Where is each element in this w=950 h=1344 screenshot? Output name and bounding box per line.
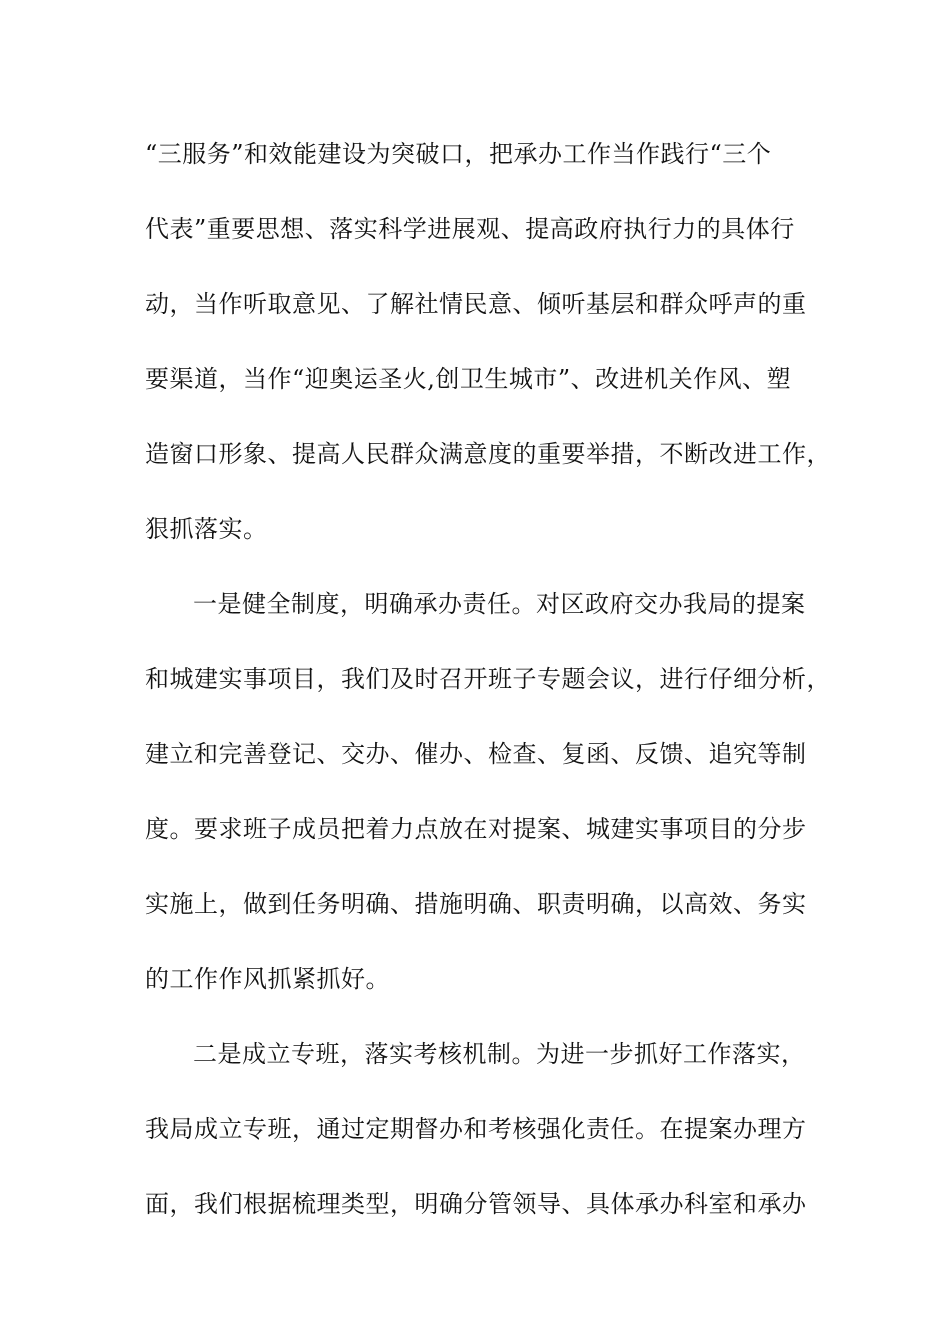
text-line: 代表”重要思想、落实科学进展观、提高政府执行力的具体行 [145, 215, 795, 243]
paragraph-start-line: 二是成立专班，落实考核机制。为进一步抓好工作落实， [193, 1040, 806, 1068]
text-line: 要渠道，当作“迎奥运圣火,创卫生城市”、改进机关作风、塑 [145, 365, 792, 393]
text-line: 造窗口形象、提高人民群众满意度的重要举措，不断改进工作， [145, 440, 831, 468]
text-line: 实施上，做到任务明确、措施明确、职责明确，以高效、务实 [145, 890, 807, 918]
text-line: 狠抓落实。 [145, 515, 268, 543]
text-line: 面，我们根据梳理类型，明确分管领导、具体承办科室和承办 [145, 1190, 807, 1218]
document-body [145, 134, 831, 1259]
text-line: 建立和完善登记、交办、催办、检查、复函、反馈、追究等制 [145, 740, 807, 768]
paragraph-start-line: 一是健全制度，明确承办责任。对区政府交办我局的提案 [193, 590, 806, 618]
text-line: 我局成立专班，通过定期督办和考核强化责任。在提案办理方 [145, 1115, 807, 1143]
text-line: “三服务”和效能建设为突破口，把承办工作当作践行“三个 [145, 140, 772, 168]
text-line: 动，当作听取意见、了解社情民意、倾听基层和群众呼声的重 [145, 290, 807, 318]
text-line: 和城建实事项目，我们及时召开班子专题会议，进行仔细分析， [145, 665, 831, 693]
text-line: 度。要求班子成员把着力点放在对提案、城建实事项目的分步 [145, 815, 807, 843]
text-line: 的工作作风抓紧抓好。 [145, 965, 390, 993]
